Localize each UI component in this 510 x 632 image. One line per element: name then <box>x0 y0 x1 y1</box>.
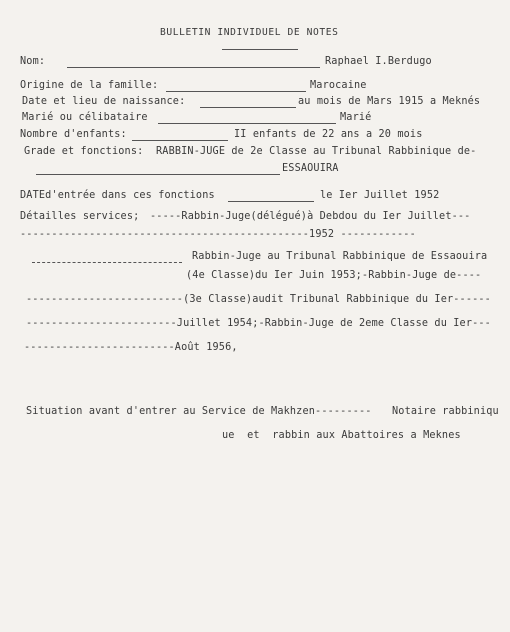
enfants-value: II enfants de 22 ans a 20 mois <box>234 129 423 140</box>
title-underline <box>222 49 298 50</box>
date-entree-label: DATEd'entrée dans ces fonctions <box>20 190 215 201</box>
services-line-3: Rabbin-Juge au Tribunal Rabbinique de Essaouira <box>192 251 488 262</box>
grade-value: RABBIN-JUGE de 2e Classe au Tribunal Rabbinique de- <box>156 146 477 157</box>
naissance-value: au mois de Mars 1915 a Meknés <box>298 96 481 107</box>
marie-label: Marié ou célibataire <box>22 112 148 123</box>
grade-label: Grade et fonctions: <box>24 146 144 157</box>
situation-value-1: Notaire rabbiniqu <box>392 406 499 417</box>
services-line-4: (4e Classe)du Ier Juin 1953;-Rabbin-Juge de---- <box>186 270 482 281</box>
situation-value-2: ue et rabbin aux Abattoires a Meknes <box>222 430 461 441</box>
enfants-label: Nombre d'enfants: <box>20 129 127 140</box>
origine-label: Origine de la famille: <box>20 80 159 91</box>
naissance-label: Date et lieu de naissance: <box>22 96 186 107</box>
date-entree-line <box>228 201 314 202</box>
services-line-6: ------------------------Juillet 1954;-Rabbin-Juge de 2eme Classe du Ier--- <box>26 318 491 329</box>
services-line-2: ----------------------------------------------1952 ------------ <box>20 229 416 240</box>
services-line-7: ------------------------Août 1956, <box>24 342 238 353</box>
origine-line <box>166 91 306 92</box>
grade-value-2: ESSAOUIRA <box>282 163 339 174</box>
services-label: Détailles services; <box>20 211 140 222</box>
marie-line <box>158 123 336 124</box>
situation-label: Situation avant d'entrer au Service de Makhzen--------- <box>26 406 372 417</box>
origine-value: Marocaine <box>310 80 367 91</box>
document-title: BULLETIN INDIVIDUEL DE NOTES <box>160 27 339 38</box>
naissance-line <box>200 107 296 108</box>
nom-line <box>67 67 320 68</box>
date-entree-value: le Ier Juillet 1952 <box>320 190 440 201</box>
nom-value: Raphael I.Berdugo <box>325 56 432 67</box>
enfants-line <box>132 140 228 141</box>
grade-line <box>36 174 280 175</box>
services-blank-line <box>32 262 182 263</box>
services-line-5: -------------------------(3e Classe)audit Tribunal Rabbinique du Ier------ <box>26 294 491 305</box>
nom-label: Nom: <box>20 56 46 67</box>
services-line-1: -----Rabbin-Juge(délégué)à Debdou du Ier Juillet--- <box>150 211 471 222</box>
marie-value: Marié <box>340 112 372 123</box>
